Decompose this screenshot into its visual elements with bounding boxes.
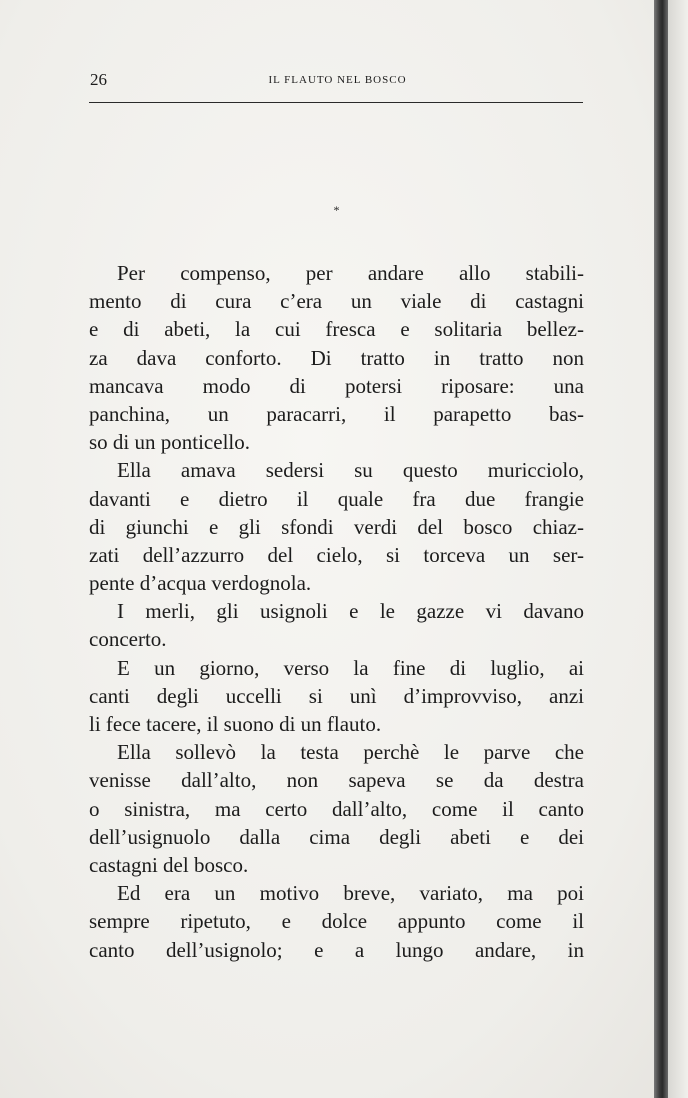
- paragraph: [89, 738, 584, 879]
- text-line: di giunchi e gli sfondi verdi del bosco chiaz-: [89, 514, 584, 539]
- text-line: I merli, gli usignoli e le gazze vi davano: [117, 599, 584, 624]
- text-line: za dava conforto. Di tratto in tratto non: [89, 345, 584, 370]
- page-edge: [668, 0, 688, 1098]
- text-line: castagni del bosco.: [89, 852, 249, 877]
- text-line: Ella sollevò la testa perchè le parve che: [117, 740, 584, 765]
- text-line: venisse dall’alto, non sapeva se da destra: [89, 768, 584, 793]
- paragraph: [89, 259, 584, 456]
- header-rule: [89, 102, 583, 103]
- book-spine-shadow: [654, 0, 668, 1098]
- text-line: davanti e dietro il quale fra due frangie: [89, 486, 584, 511]
- paragraph: [89, 597, 584, 653]
- text-line: Per compenso, per andare allo stabili-: [117, 261, 584, 285]
- page-number: 26: [90, 70, 107, 89]
- text-line: mento di cura c’era un viale di castagni: [89, 289, 584, 314]
- text-line: pente d’acqua verdognola.: [89, 571, 312, 596]
- text-line: concerto.: [89, 627, 167, 652]
- text-line: o sinistra, ma certo dall’alto, come il canto: [89, 796, 584, 821]
- text-line: Ella amava sedersi su questo muricciolo,: [117, 458, 584, 483]
- text-line: canto dell’usignolo; e a lungo andare, in: [89, 937, 584, 962]
- text-line: panchina, un paracarri, il parapetto bas-: [89, 401, 584, 426]
- text-line: sempre ripetuto, e dolce appunto come il: [89, 909, 584, 934]
- text-line: dell’usignuolo dalla cima degli abeti e dei: [89, 824, 584, 849]
- text-line: mancava modo di potersi riposare: una: [89, 373, 584, 398]
- text-line: Ed era un motivo breve, variato, ma poi: [117, 881, 584, 906]
- paragraph: [89, 456, 584, 597]
- text-line: so di un ponticello.: [89, 430, 250, 455]
- text-line: E un giorno, verso la fine di luglio, ai: [117, 655, 584, 680]
- text-line: canti degli uccelli si unì d’improvviso, anzi: [89, 683, 584, 708]
- text-line: zati dell’azzurro del cielo, si torceva un ser-: [89, 542, 584, 567]
- paragraph: [89, 879, 584, 964]
- text-line: e di abeti, la cui fresca e solitaria bellez-: [89, 317, 584, 342]
- text-line: li fece tacere, il suono di un flauto.: [89, 712, 382, 736]
- body-text: [89, 259, 584, 964]
- running-header: [90, 70, 585, 98]
- running-title: IL FLAUTO NEL BOSCO: [268, 74, 407, 86]
- section-ornament: *: [333, 203, 340, 217]
- paragraph: [89, 654, 584, 739]
